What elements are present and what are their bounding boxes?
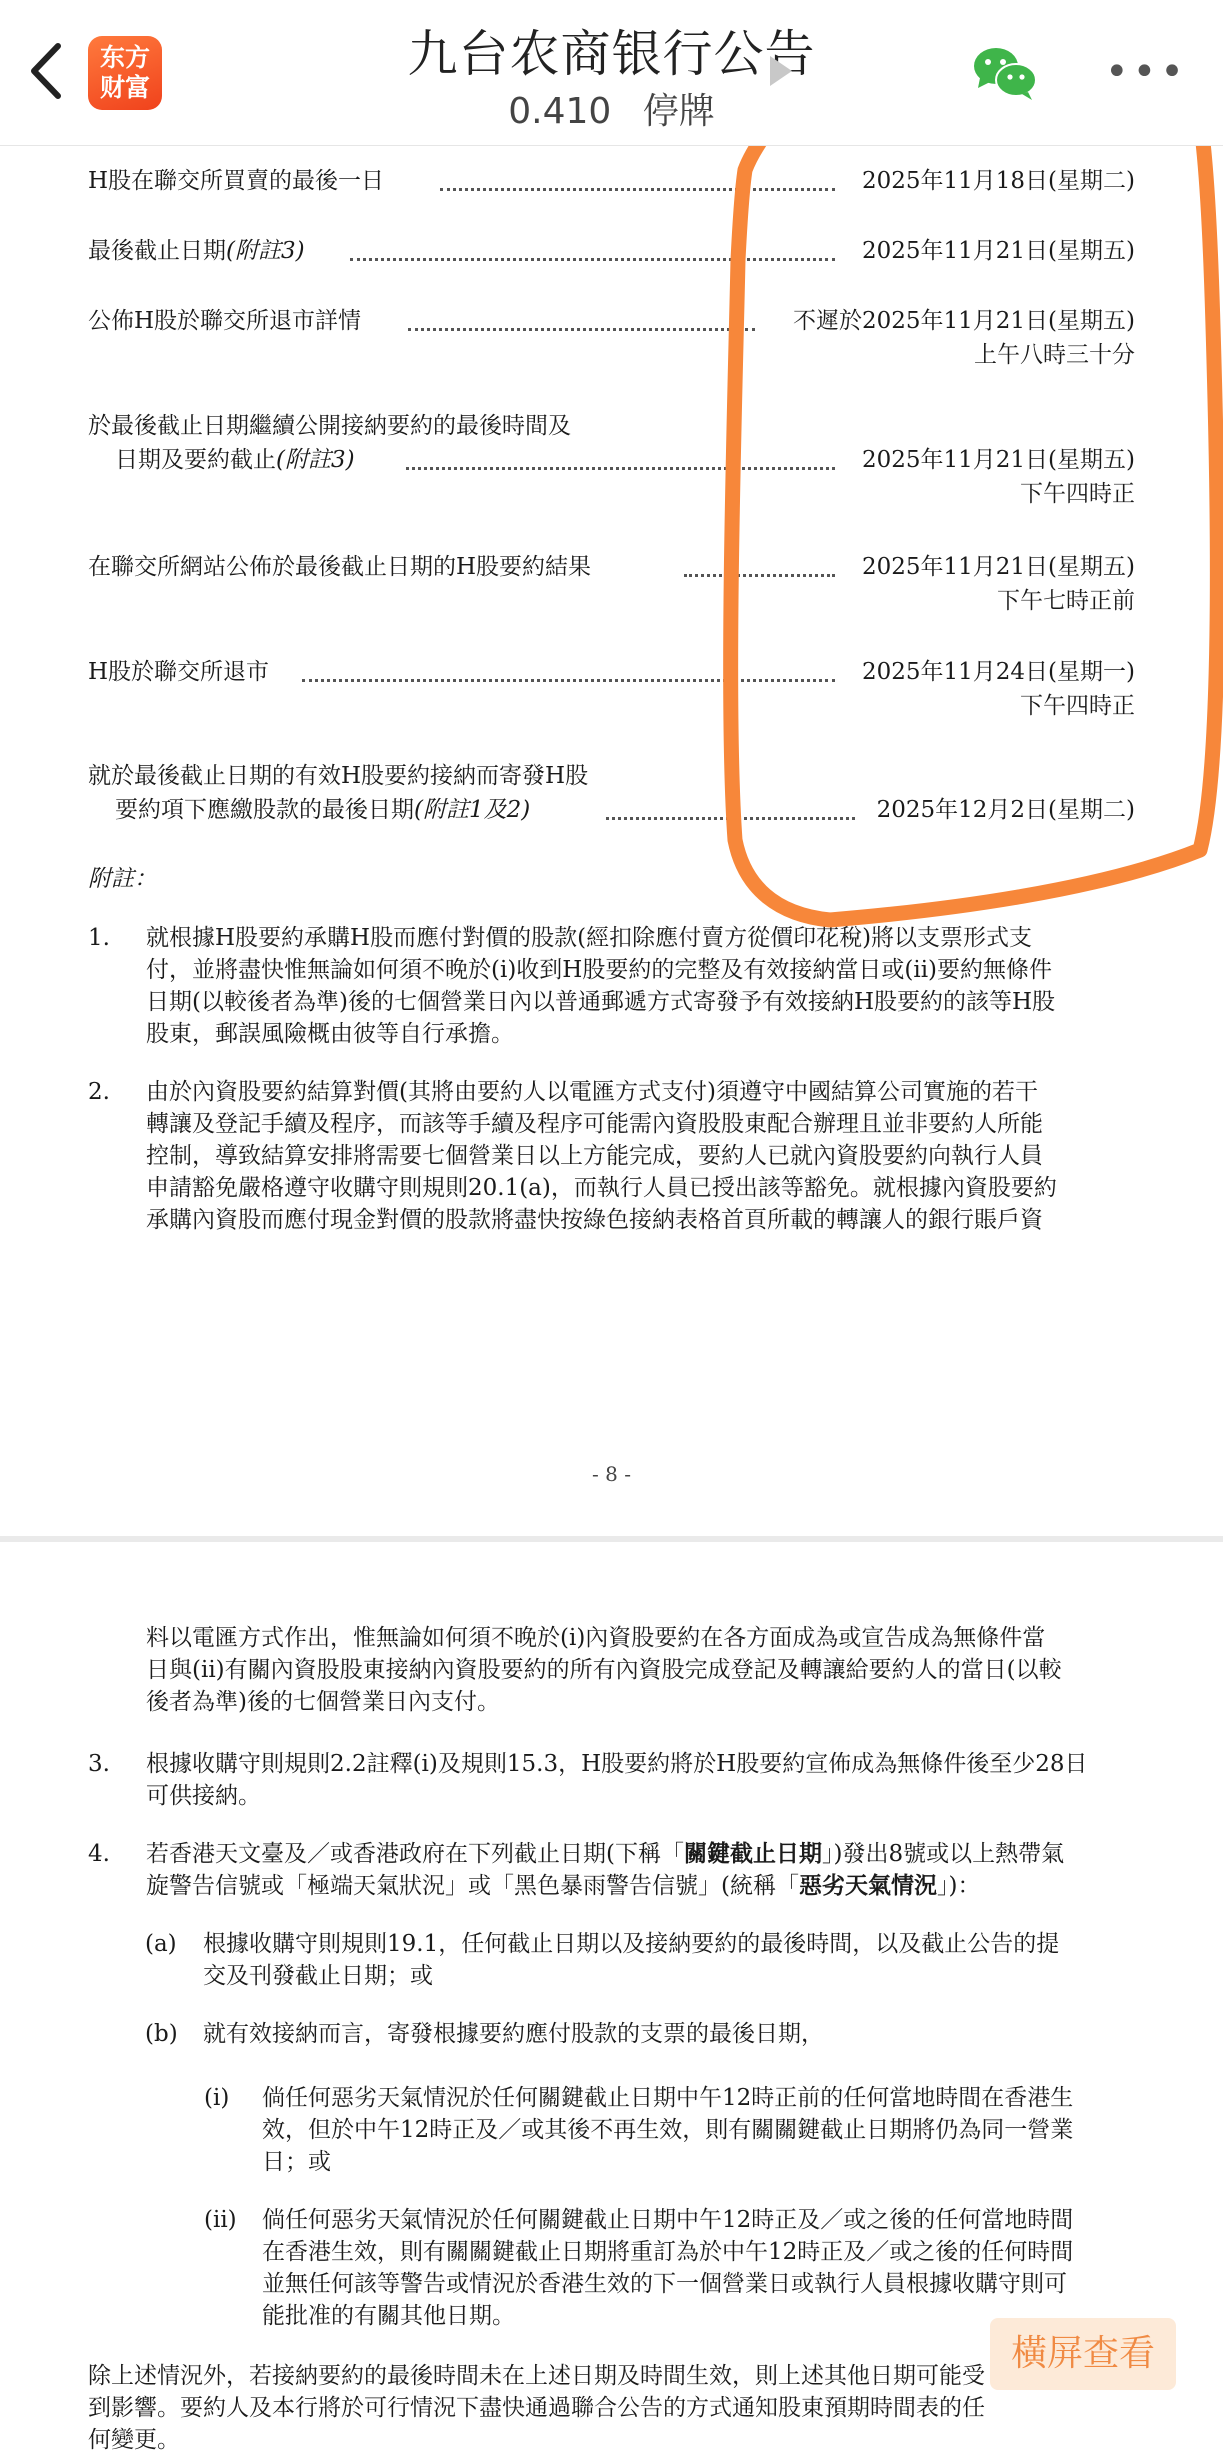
row-time: 下午四時正	[1020, 481, 1135, 507]
play-icon[interactable]	[770, 56, 792, 86]
wechat-share-icon[interactable]	[970, 42, 1040, 102]
timetable-row	[88, 653, 1135, 723]
row-label: 就於最後截止日期的有效H股要約接納而寄發H股	[88, 763, 589, 789]
note-line: 控制，導致結算安排將需要七個營業日以上方能完成，要約人已就內資股要約向執行人員	[146, 1143, 1043, 1169]
landscape-view-button[interactable]: 橫屏查看	[990, 2318, 1176, 2390]
row-time: 下午七時正前	[997, 588, 1135, 614]
row-label: 最後截止日期	[88, 238, 226, 264]
note-line: 何變更。	[88, 2427, 180, 2453]
note-text: 旋警告信號或「極端天氣狀況」或「黑色暴雨警告信號」(統稱「	[146, 1873, 799, 1899]
note-item	[88, 922, 1135, 1050]
logo-text: 财富	[99, 73, 150, 102]
timetable-row	[88, 302, 1135, 372]
row-date: 2025年11月18日(星期二)	[858, 162, 1135, 195]
row-time: 上午八時三十分	[974, 342, 1135, 368]
leader-dots	[350, 232, 835, 261]
notes-heading: 附註：	[88, 866, 157, 892]
note-line: 能批准的有關其他日期。	[262, 2303, 515, 2329]
note-item	[88, 1838, 1135, 1904]
page-number: - 8 -	[592, 1462, 631, 1486]
row-date: 2025年12月2日(星期二)	[873, 791, 1135, 824]
note-line: 在香港生效，則有關關鍵截止日期將重訂為於中午12時正及／或之後的任何時間	[262, 2239, 1074, 2265]
note-text: 」)：	[936, 1873, 981, 1899]
leader-dots	[408, 302, 755, 331]
timetable-row	[88, 548, 1135, 618]
defined-term: 惡劣天氣情況	[798, 1872, 937, 1899]
row-label: 於最後截止日期繼續公開接納要約的最後時間及	[88, 413, 571, 439]
note-line: 日；或	[262, 2149, 331, 2175]
note-line: 可供接納。	[146, 1783, 261, 1809]
note-line: 日期(以較後者為準)後的七個營業日內以普通郵遞方式寄發予有效接納H股要約的該等H股	[146, 989, 1056, 1015]
note-line: 付，並將盡快惟無論如何須不晚於(i)收到H股要約的完整及有效接納當日或(ii)要約無條件	[146, 957, 1053, 983]
app-header	[0, 0, 1223, 146]
note-line: 到影響。要約人及本行將於可行情況下盡快通過聯合公告的方式通知股東預期時間表的任	[88, 2395, 985, 2421]
note-number: 2.	[88, 1079, 110, 1105]
note-line: 由於內資股要約結算對價(其將由要約人以電匯方式支付)須遵守中國結算公司實施的若干	[146, 1079, 1038, 1105]
logo-text: 东方	[99, 43, 150, 72]
row-label: 在聯交所網站公佈於最後截止日期的H股要約結果	[88, 554, 592, 580]
note-line: 股東，郵誤風險概由彼等自行承擔。	[146, 1021, 514, 1047]
row-label-line2: 要約項下應繳股款的最後日期	[115, 797, 414, 823]
row-date: 2025年11月21日(星期五)	[858, 232, 1135, 265]
leader-dots	[684, 548, 835, 577]
closing-paragraph	[88, 2360, 1135, 2456]
note-line: 交及刊發截止日期；或	[203, 1963, 433, 1989]
row-time: 下午四時正	[1020, 693, 1135, 719]
timetable-row	[88, 162, 1135, 194]
stock-price: 0.410	[508, 91, 612, 132]
note-line: 就根據H股要約承購H股而應付對價的股款(經扣除應付賣方從價印花稅)將以支票形式支	[146, 925, 1033, 951]
note-line: 料以電匯方式作出，惟無論如何須不晚於(i)內資股要約在各方面成為或宣告成為無條件當	[146, 1625, 1046, 1651]
page-title: 九台农商银行公告	[407, 25, 816, 83]
row-date: 不遲於2025年11月21日(星期五)	[789, 302, 1135, 335]
defined-term: 關鍵截止日期	[683, 1840, 822, 1867]
leader-dots	[302, 653, 835, 682]
row-date: 2025年11月21日(星期五)	[858, 441, 1135, 474]
sub-label: (i)	[204, 2085, 230, 2111]
note-line: 除上述情況外，若接納要約的最後時間未在上述日期及時間生效，則上述其他日期可能受	[88, 2363, 985, 2389]
note-line: 效，但於中午12時正及／或其後不再生效，則有關關鍵截止日期將仍為同一營業	[262, 2117, 1074, 2143]
row-label: 公佈H股於聯交所退市詳情	[88, 308, 362, 334]
note-continuation	[88, 1622, 1135, 1722]
note-item	[88, 1748, 1135, 1814]
leader-dots	[406, 441, 835, 470]
note-line: 倘任何惡劣天氣情況於任何關鍵截止日期中午12時正及／或之後的任何當地時間	[262, 2207, 1074, 2233]
note-line: 承購內資股而應付現金對價的股款將盡快按綠色接納表格首頁所載的轉讓人的銀行賬戶資	[146, 1207, 1043, 1233]
note-number: 4.	[88, 1841, 110, 1867]
row-label: H股於聯交所退市	[88, 659, 270, 685]
note-line: 申請豁免嚴格遵守收購守則規則20.1(a)，而執行人員已授出該等豁免。就根據內資股要約	[146, 1175, 1057, 1201]
leader-dots	[606, 791, 855, 820]
sub-label: (ii)	[204, 2207, 237, 2233]
page-break-divider	[0, 1536, 1223, 1542]
note-line: 後者為準)後的七個營業日內支付。	[146, 1689, 500, 1715]
note-text: 若香港天文臺及／或香港政府在下列截止日期(下稱「	[146, 1841, 684, 1867]
row-note: (附註3)	[226, 238, 305, 264]
row-note: (附註1及2)	[414, 797, 531, 823]
leader-dots	[440, 162, 835, 191]
note-line: 轉讓及登記手續及程序，而該等手續及程序可能需內資股股東配合辦理且並非要約人所能	[146, 1111, 1043, 1137]
note-number: 1.	[88, 925, 110, 951]
timetable-row	[88, 407, 1135, 512]
row-label-line2: 日期及要約截止	[115, 447, 276, 473]
note-line: 日與(ii)有關內資股股東接納內資股要約的所有內資股完成登記及轉讓給要約人的當日(以較	[146, 1657, 1062, 1683]
more-options-icon[interactable]: •••	[1105, 49, 1188, 95]
row-note: (附註3)	[276, 447, 355, 473]
note-line: 就有效接納而言，寄發根據要約應付股款的支票的最後日期，	[203, 2021, 824, 2047]
timetable-row	[88, 757, 1135, 827]
row-date: 2025年11月24日(星期一)	[858, 653, 1135, 686]
note-line: 根據收購守則規則2.2註釋(i)及規則15.3，H股要約將於H股要約宣佈成為無條件後至少28日	[146, 1751, 1088, 1777]
note-line: 並無任何該等警告或情況於香港生效的下一個營業日或執行人員根據收購守則可	[262, 2271, 1067, 2297]
note-text: 」)發出8號或以上熱帶氣	[821, 1841, 1065, 1867]
note-number: 3.	[88, 1751, 110, 1777]
row-label: H股在聯交所買賣的最後一日	[88, 168, 385, 194]
trading-status: 停牌	[642, 91, 715, 132]
row-date: 2025年11月21日(星期五)	[858, 548, 1135, 581]
note-item	[88, 1076, 1135, 1236]
note-line: 根據收購守則規則19.1，任何截止日期以及接納要約的最後時間，以及截止公告的提	[203, 1931, 1060, 1957]
note-line: 倘任何惡劣天氣情況於任何關鍵截止日期中午12時正前的任何當地時間在香港生	[262, 2085, 1074, 2111]
sub-label: (a)	[145, 1931, 177, 1957]
timetable-row	[88, 232, 1135, 264]
sub-label: (b)	[145, 2021, 178, 2047]
